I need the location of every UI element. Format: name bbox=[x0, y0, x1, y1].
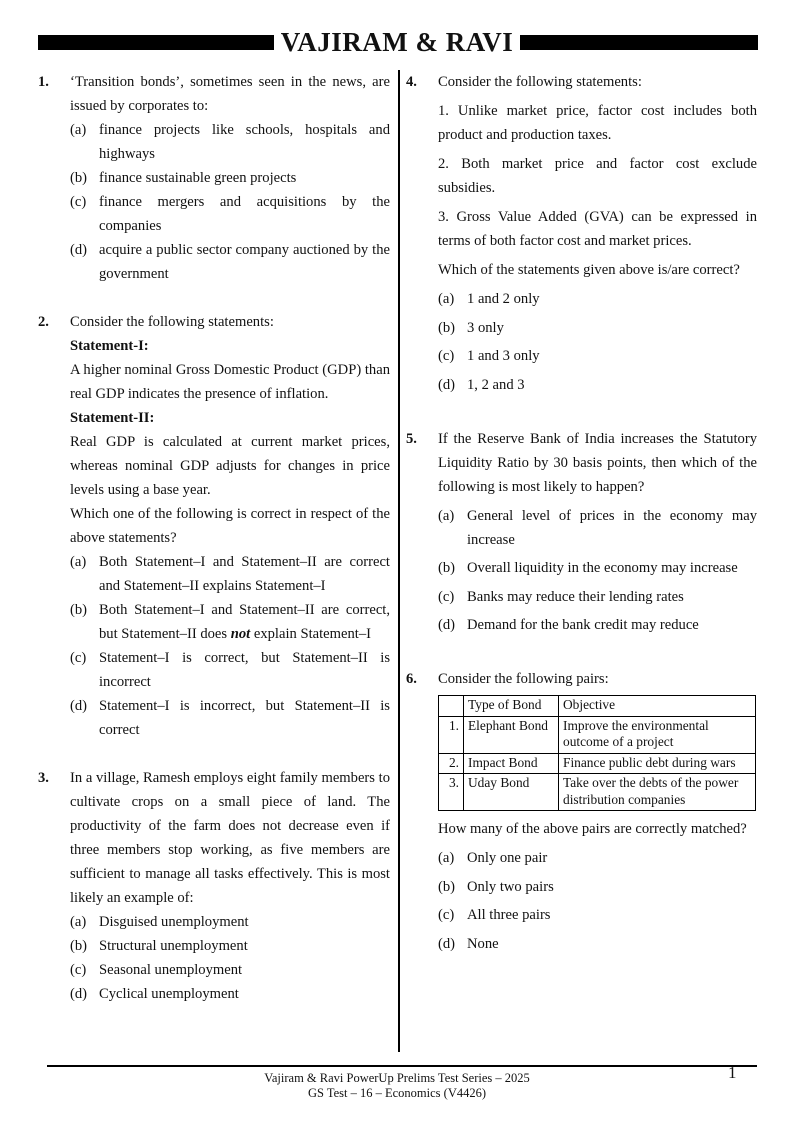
option-label: (b) bbox=[70, 170, 88, 186]
option-text: General level of prices in the economy may increase bbox=[467, 507, 757, 548]
option-label: (b) bbox=[70, 938, 88, 954]
table-row bbox=[439, 716, 756, 753]
option-text: Demand for the bank credit may reduce bbox=[467, 617, 699, 633]
option-text-post: explain Statement–I bbox=[250, 626, 371, 642]
option-label: (a) bbox=[438, 850, 455, 866]
question-stem: Consider the following statements: bbox=[70, 314, 274, 330]
question-number: 6. bbox=[406, 671, 417, 687]
table-row bbox=[439, 774, 756, 811]
option-text: Only two pairs bbox=[467, 878, 554, 895]
table-header-row bbox=[439, 696, 756, 717]
page-header bbox=[38, 27, 758, 57]
table-cell: 3. bbox=[439, 774, 464, 811]
question-number: 5. bbox=[406, 430, 417, 447]
option-text: 1 and 3 only bbox=[467, 348, 540, 364]
question-stem: Consider the following statements: bbox=[438, 74, 642, 90]
header-title: VAJIRAM & RAVI bbox=[280, 27, 514, 57]
option-c bbox=[70, 190, 390, 238]
option-b bbox=[438, 875, 757, 899]
option-d bbox=[70, 694, 390, 742]
option-b bbox=[438, 556, 757, 580]
option-label: (d) bbox=[438, 376, 456, 393]
table-header-cell bbox=[439, 696, 464, 717]
option-label: (a) bbox=[438, 291, 455, 307]
table-row bbox=[439, 753, 756, 774]
table-cell: Uday Bond bbox=[464, 774, 559, 811]
option-d bbox=[70, 982, 390, 1006]
option-label: (d) bbox=[70, 698, 88, 714]
option-c bbox=[438, 585, 757, 609]
table-header-cell: Type of Bond bbox=[464, 696, 559, 717]
column-divider bbox=[398, 70, 400, 1052]
option-text: 3 only bbox=[467, 319, 504, 336]
question-prompt: How many of the above pairs are correctly matched? bbox=[438, 821, 747, 837]
option-text: Cyclical unemployment bbox=[99, 986, 239, 1002]
statement-1-text: A higher nominal Gross Domestic Product (GDP) than real GDP indicates the presence of inflation. bbox=[70, 362, 390, 402]
option-a bbox=[70, 118, 390, 166]
option-text-emphasis: not bbox=[230, 626, 251, 642]
table-cell: 1. bbox=[439, 716, 464, 753]
option-text: Statement–I is correct, but Statement–II is incorrect bbox=[99, 650, 390, 690]
option-a bbox=[438, 846, 757, 870]
option-d bbox=[438, 373, 757, 397]
option-label: (c) bbox=[70, 650, 87, 666]
option-a bbox=[438, 287, 757, 311]
option-label: (a) bbox=[70, 914, 87, 930]
footer-rule bbox=[47, 1065, 757, 1067]
right-column bbox=[404, 70, 757, 980]
statement-1: 1. Unlike market price, factor cost includes both product and production taxes. bbox=[438, 103, 757, 143]
question-number: 2. bbox=[38, 314, 49, 330]
option-text: acquire a public sector company auctioned by the government bbox=[99, 242, 390, 282]
table-cell: Elephant Bond bbox=[464, 716, 559, 753]
question-stem: ‘Transition bonds’, sometimes seen in the news, are issued by corporates to: bbox=[70, 74, 390, 114]
option-text: finance mergers and acquisitions by the companies bbox=[99, 194, 390, 234]
question-2 bbox=[36, 310, 390, 742]
option-label: (c) bbox=[70, 194, 87, 210]
question-5 bbox=[404, 427, 757, 638]
option-a bbox=[70, 910, 390, 934]
option-text: Structural unemployment bbox=[99, 938, 248, 954]
question-4 bbox=[404, 70, 757, 397]
pairs-table bbox=[438, 695, 756, 811]
option-text: Banks may reduce their lending rates bbox=[467, 588, 684, 605]
option-b bbox=[438, 316, 757, 340]
question-stem: In a village, Ramesh employs eight family members to cultivate crops on a small piece of land. The productivity of the farm does not decrease even if three members stop working, as five members are sufficient to manage all tasks effectively. This is most likely an example of: bbox=[70, 770, 390, 906]
option-label: (c) bbox=[70, 962, 87, 978]
statement-2: 2. Both market price and factor cost exclude subsidies. bbox=[438, 156, 757, 196]
page-number: 1 bbox=[728, 1063, 737, 1082]
option-label: (a) bbox=[70, 554, 87, 570]
option-label: (b) bbox=[438, 560, 456, 576]
option-b bbox=[70, 166, 390, 190]
option-label: (d) bbox=[438, 935, 456, 952]
option-label: (d) bbox=[70, 242, 88, 258]
question-number: 4. bbox=[406, 74, 417, 90]
question-prompt: Which of the statements given above is/are correct? bbox=[438, 262, 740, 278]
option-label: (b) bbox=[438, 319, 456, 336]
option-label: (b) bbox=[70, 602, 88, 618]
option-label: (c) bbox=[438, 348, 455, 364]
statement-2-heading: Statement-II: bbox=[70, 410, 155, 426]
footer-series: Vajiram & Ravi PowerUp Prelims Test Series – 2025 bbox=[264, 1071, 530, 1085]
table-cell: Take over the debts of the power distribution companies bbox=[559, 774, 756, 811]
option-label: (a) bbox=[70, 122, 87, 138]
footer-test: GS Test – 16 – Economics (V4426) bbox=[307, 1086, 487, 1100]
table-cell: Impact Bond bbox=[464, 753, 559, 774]
option-d bbox=[438, 932, 757, 956]
table-cell: Finance public debt during wars bbox=[559, 753, 756, 774]
option-text: None bbox=[467, 935, 499, 952]
option-label: (b) bbox=[438, 878, 456, 895]
option-label: (d) bbox=[438, 617, 456, 633]
option-text: Only one pair bbox=[467, 850, 548, 866]
option-a bbox=[70, 550, 390, 598]
option-d bbox=[70, 238, 390, 286]
option-a bbox=[438, 504, 757, 552]
option-text-pre: Both Statement–I and Statement–II are correct, but Statement–II does bbox=[99, 602, 390, 642]
option-label: (c) bbox=[438, 907, 455, 923]
statement-2-text: Real GDP is calculated at current market prices, whereas nominal GDP adjusts for changes in price levels using a base year. bbox=[70, 434, 390, 498]
option-text: 1, 2 and 3 bbox=[467, 376, 525, 393]
left-column bbox=[36, 70, 390, 1030]
question-3 bbox=[36, 766, 390, 1006]
statement-1-heading: Statement-I: bbox=[70, 338, 149, 354]
option-text: Statement–I is incorrect, but Statement–II is correct bbox=[99, 698, 390, 738]
option-text: finance projects like schools, hospitals and highways bbox=[99, 122, 390, 162]
table-cell: 2. bbox=[439, 753, 464, 774]
option-label: (c) bbox=[438, 588, 455, 605]
page-footer bbox=[0, 1071, 794, 1101]
option-text: Both Statement–I and Statement–II are correct and Statement–II explains Statement–I bbox=[99, 554, 390, 594]
question-number: 1. bbox=[38, 74, 49, 90]
question-number: 3. bbox=[38, 770, 49, 786]
header-bar-right bbox=[520, 35, 758, 50]
option-b bbox=[70, 934, 390, 958]
option-c bbox=[70, 958, 390, 982]
option-c bbox=[70, 646, 390, 694]
option-label: (a) bbox=[438, 507, 455, 524]
option-b bbox=[70, 598, 390, 646]
question-stem: Consider the following pairs: bbox=[438, 671, 609, 687]
option-text: Overall liquidity in the economy may increase bbox=[467, 560, 738, 576]
table-cell: Improve the environmental outcome of a project bbox=[559, 716, 756, 753]
option-text: Seasonal unemployment bbox=[99, 962, 243, 978]
option-text: All three pairs bbox=[467, 907, 551, 923]
option-label: (d) bbox=[70, 986, 88, 1002]
option-text: Disguised unemployment bbox=[99, 914, 249, 930]
question-prompt: Which one of the following is correct in respect of the above statements? bbox=[70, 506, 390, 546]
option-c bbox=[438, 344, 757, 368]
table-header-cell: Objective bbox=[559, 696, 756, 717]
question-6 bbox=[404, 667, 757, 956]
option-c bbox=[438, 903, 757, 927]
option-text: finance sustainable green projects bbox=[99, 170, 297, 186]
question-1 bbox=[36, 70, 390, 286]
header-bar-left bbox=[38, 35, 274, 50]
option-d bbox=[438, 613, 757, 637]
statement-3: 3. Gross Value Added (GVA) can be expressed in terms of both factor cost and market prices. bbox=[438, 209, 757, 249]
question-stem: If the Reserve Bank of India increases the Statutory Liquidity Ratio by 30 basis points, then which of the following is most likely to happen? bbox=[438, 430, 757, 495]
option-text: 1 and 2 only bbox=[467, 291, 540, 307]
